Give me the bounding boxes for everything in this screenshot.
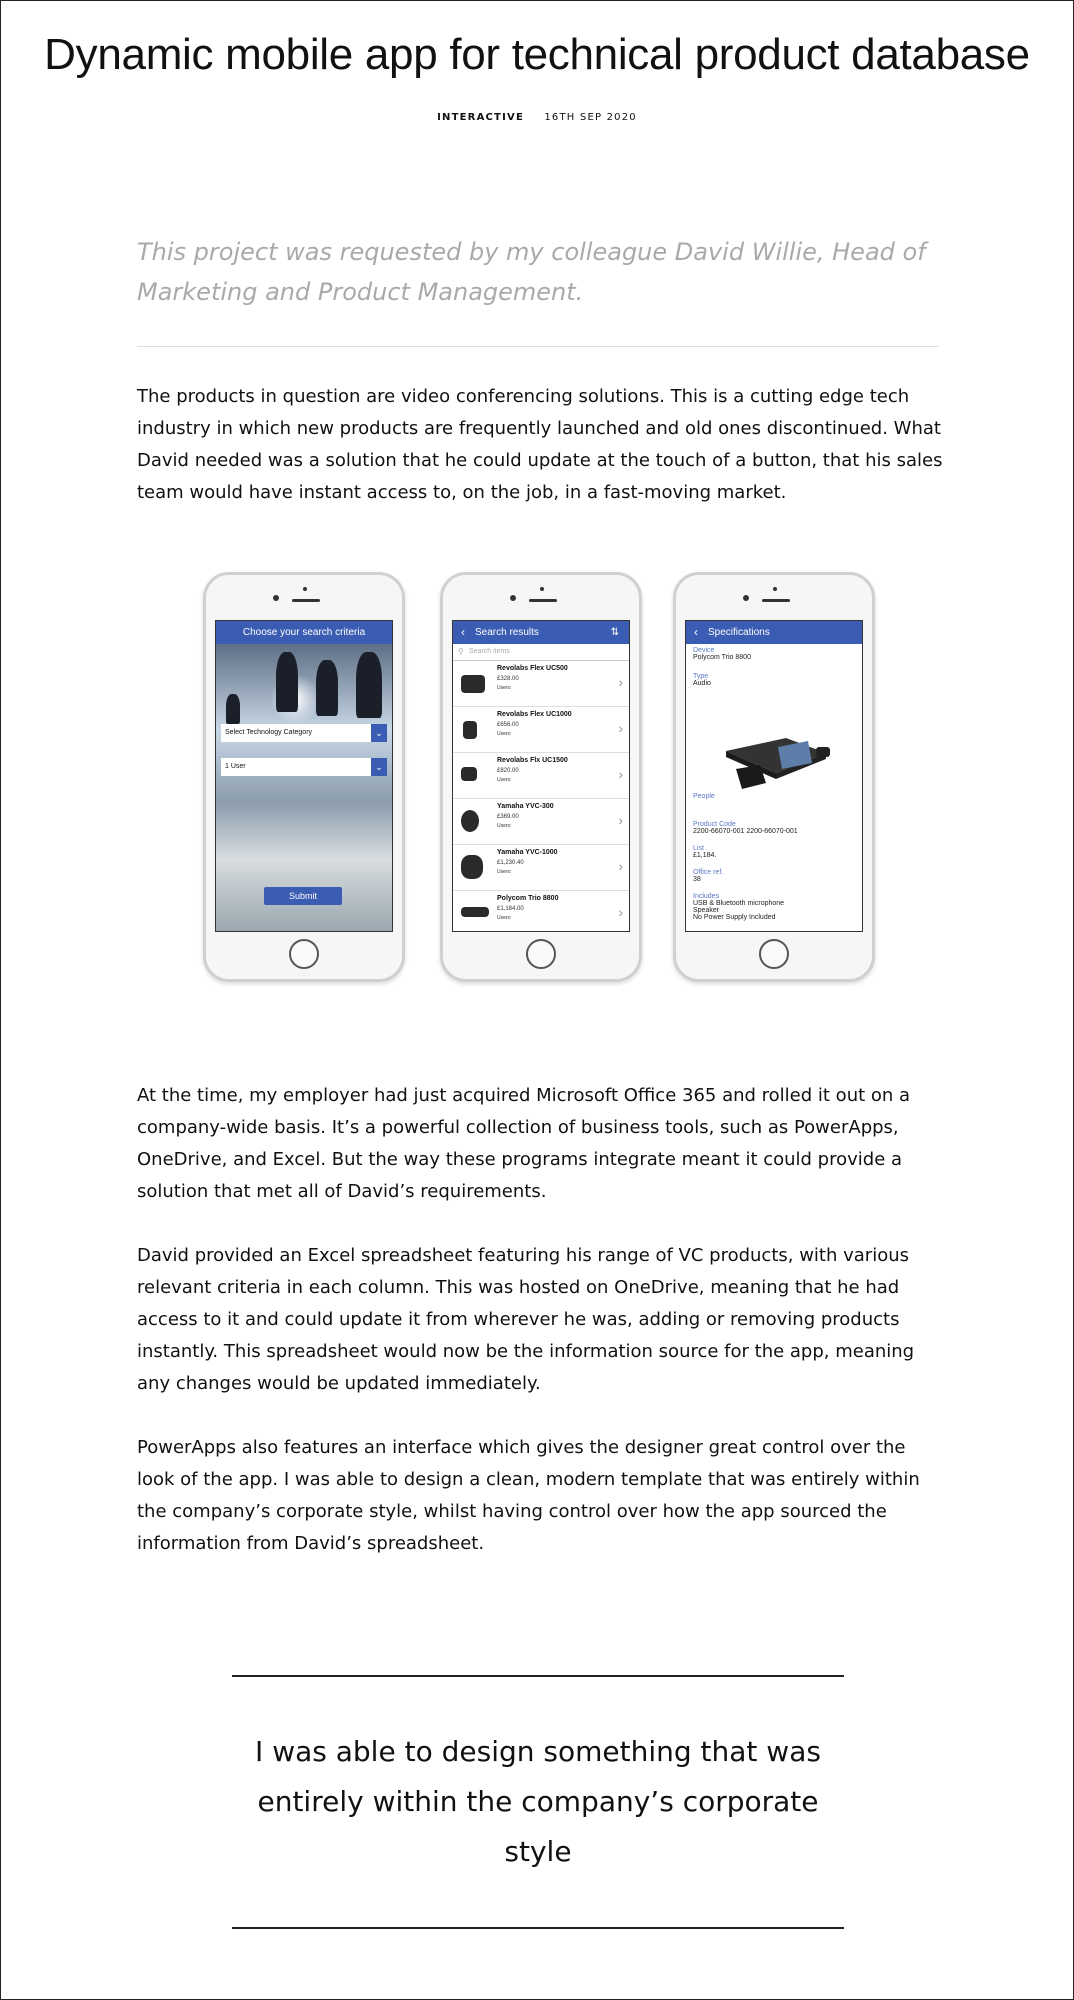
product-thumbnail xyxy=(461,675,485,693)
app-screen xyxy=(215,620,393,932)
list-item[interactable] xyxy=(453,753,629,799)
product-price: £820.00 xyxy=(497,768,519,774)
app-screen xyxy=(685,620,863,932)
camera-dot xyxy=(510,595,516,601)
spec-includes xyxy=(693,893,784,921)
spec-people xyxy=(693,793,715,800)
person-silhouette xyxy=(356,652,382,718)
chevron-right-icon: › xyxy=(618,674,623,690)
home-button xyxy=(289,939,319,969)
product-thumbnail xyxy=(461,855,483,879)
product-name: Revolabs Flx UC1500 xyxy=(497,757,568,764)
submit-button[interactable]: Submit xyxy=(264,887,342,905)
back-arrow-icon[interactable]: ‹ xyxy=(461,625,465,639)
person-silhouette xyxy=(316,660,338,716)
camera-dot xyxy=(273,595,279,601)
search-placeholder: Search items xyxy=(469,648,510,655)
person-silhouette xyxy=(226,694,240,724)
spec-label: People xyxy=(693,793,715,800)
pullquote-divider-bottom xyxy=(232,1927,844,1929)
list-item[interactable] xyxy=(453,661,629,707)
spec-list xyxy=(693,845,716,859)
phone-mockup-search xyxy=(203,572,405,982)
search-input[interactable] xyxy=(453,644,629,661)
select-label: 1 User xyxy=(225,763,246,770)
app-header xyxy=(686,621,862,644)
product-thumbnail xyxy=(463,721,477,739)
spec-label: Office ref. xyxy=(693,869,724,876)
speaker-grille xyxy=(529,599,557,602)
spec-label: Includes xyxy=(693,893,720,900)
home-button xyxy=(526,939,556,969)
back-arrow-icon[interactable]: ‹ xyxy=(694,625,698,639)
spec-value: 2200-66070-001 2200-66070-001 xyxy=(693,828,798,835)
app-header xyxy=(216,621,392,644)
screen-title: Choose your search criteria xyxy=(242,627,366,638)
product-name: Revolabs Flex UC1000 xyxy=(497,711,572,718)
post-date: 16TH SEP 2020 xyxy=(544,112,637,123)
camera-lens xyxy=(303,587,307,591)
page-title: Dynamic mobile app for technical product database xyxy=(44,30,1030,79)
app-header xyxy=(453,621,629,644)
spec-office-ref xyxy=(693,869,723,883)
chevron-down-icon: ⌄ xyxy=(371,724,387,742)
spec-value: Audio xyxy=(693,680,711,687)
spec-label: List xyxy=(693,845,704,852)
list-item[interactable] xyxy=(453,845,629,891)
phone-mockup-specs xyxy=(673,572,875,982)
product-users: Users: xyxy=(497,777,512,783)
product-users: Users: xyxy=(497,731,512,737)
category-link[interactable]: INTERACTIVE xyxy=(437,112,524,123)
product-name: Yamaha YVC-1000 xyxy=(497,849,558,856)
search-icon: ⚲ xyxy=(458,647,464,656)
product-name: Polycom Trio 8800 xyxy=(497,895,559,902)
spec-value: £1,184. xyxy=(693,852,717,859)
body-paragraph: David provided an Excel spreadsheet featuring his range of VC products, with various relevant criteria in each column. This was hosted on OneDrive, meaning that he had access to it and could update it from wherever he was, adding or removing products instantly. This spreadsheet would now be the information source for the app, meaning any changes would be updated immediately. xyxy=(137,1245,915,1394)
chevron-right-icon: › xyxy=(618,904,623,920)
select-label: Select Technology Category xyxy=(225,729,313,736)
product-price: £369.00 xyxy=(497,814,519,820)
product-users: Users: xyxy=(497,685,512,691)
camera-dot xyxy=(743,595,749,601)
chevron-right-icon: › xyxy=(618,720,623,736)
camera-lens xyxy=(540,587,544,591)
person-silhouette xyxy=(276,652,298,712)
lead-paragraph: This project was requested by my colleague David Willie, Head of Marketing and Product Management. xyxy=(137,238,926,306)
body-paragraph: The products in question are video conferencing solutions. This is a cutting edge tech industry in which new products are frequently launched and old ones discontinued. What David needed was a solution that he could update at the touch of a button, that his sales team would have instant access to, on the job, in a fast-moving market. xyxy=(137,386,943,503)
product-users: Users: xyxy=(497,823,512,829)
spec-value: 38 xyxy=(693,876,701,883)
product-price: £328.00 xyxy=(497,676,519,682)
pullquote-divider-top xyxy=(232,1675,844,1677)
technology-category-select[interactable] xyxy=(221,724,387,742)
product-users: Users: xyxy=(497,869,512,875)
app-screen xyxy=(452,620,630,932)
product-name: Revolabs Flex UC500 xyxy=(497,665,568,672)
product-name: Yamaha YVC-300 xyxy=(497,803,554,810)
product-thumbnail xyxy=(461,907,489,917)
screen-title: Specifications xyxy=(708,627,770,638)
spec-device xyxy=(693,647,751,661)
speaker-grille xyxy=(762,599,790,602)
office-photo xyxy=(216,644,392,931)
product-price: £656.00 xyxy=(497,722,519,728)
spec-value: No Power Supply Included xyxy=(693,914,776,921)
list-item[interactable] xyxy=(453,891,629,932)
sort-icon[interactable]: ⇅ xyxy=(610,627,619,638)
spec-type xyxy=(693,673,711,687)
spec-value: USB & Bluetooth microphone xyxy=(693,900,785,907)
speaker-grille xyxy=(292,599,320,602)
list-item[interactable] xyxy=(453,799,629,845)
spec-product-code xyxy=(693,821,798,835)
spec-value: Speaker xyxy=(693,907,720,914)
list-item[interactable] xyxy=(453,707,629,753)
body-paragraph: At the time, my employer had just acquired Microsoft Office 365 and rolled it out on a company-wide basis. It’s a powerful collection of business tools, such as PowerApps, OneDrive, and Excel. But the way these programs integrate meant it could provide a solution that met all of David’s requirements. xyxy=(137,1085,911,1202)
chevron-right-icon: › xyxy=(618,812,623,828)
product-thumbnail xyxy=(461,767,477,781)
pullquote: I was able to design something that was entirely within the company’s corporate style xyxy=(255,1735,821,1868)
body-paragraph: PowerApps also features an interface which gives the designer great control over the look of the app. I was able to design a clean, modern template that was entirely within the company’s corporate style, whilst having control over how the app sourced the information from David’s spreadsheet. xyxy=(137,1437,920,1554)
product-thumbnail xyxy=(461,810,479,832)
phone-mockup-results xyxy=(440,572,642,982)
product-price: £1,230.40 xyxy=(497,860,524,866)
spec-label: Device xyxy=(693,647,715,654)
lead-divider xyxy=(137,346,939,347)
chevron-down-icon: ⌄ xyxy=(371,758,387,776)
spec-label: Type xyxy=(693,673,709,680)
post-meta xyxy=(0,112,1074,123)
chevron-right-icon: › xyxy=(618,858,623,874)
product-users: Users: xyxy=(497,915,512,921)
camera-lens xyxy=(773,587,777,591)
home-button xyxy=(759,939,789,969)
spec-value: Polycom Trio 8800 xyxy=(693,654,751,661)
chevron-right-icon: › xyxy=(618,766,623,782)
screen-title: Search results xyxy=(475,627,539,638)
users-select[interactable] xyxy=(221,758,387,776)
conference-phone-image xyxy=(716,733,836,798)
spec-label: Product Code xyxy=(693,821,736,828)
product-price: £1,184.00 xyxy=(497,906,524,912)
